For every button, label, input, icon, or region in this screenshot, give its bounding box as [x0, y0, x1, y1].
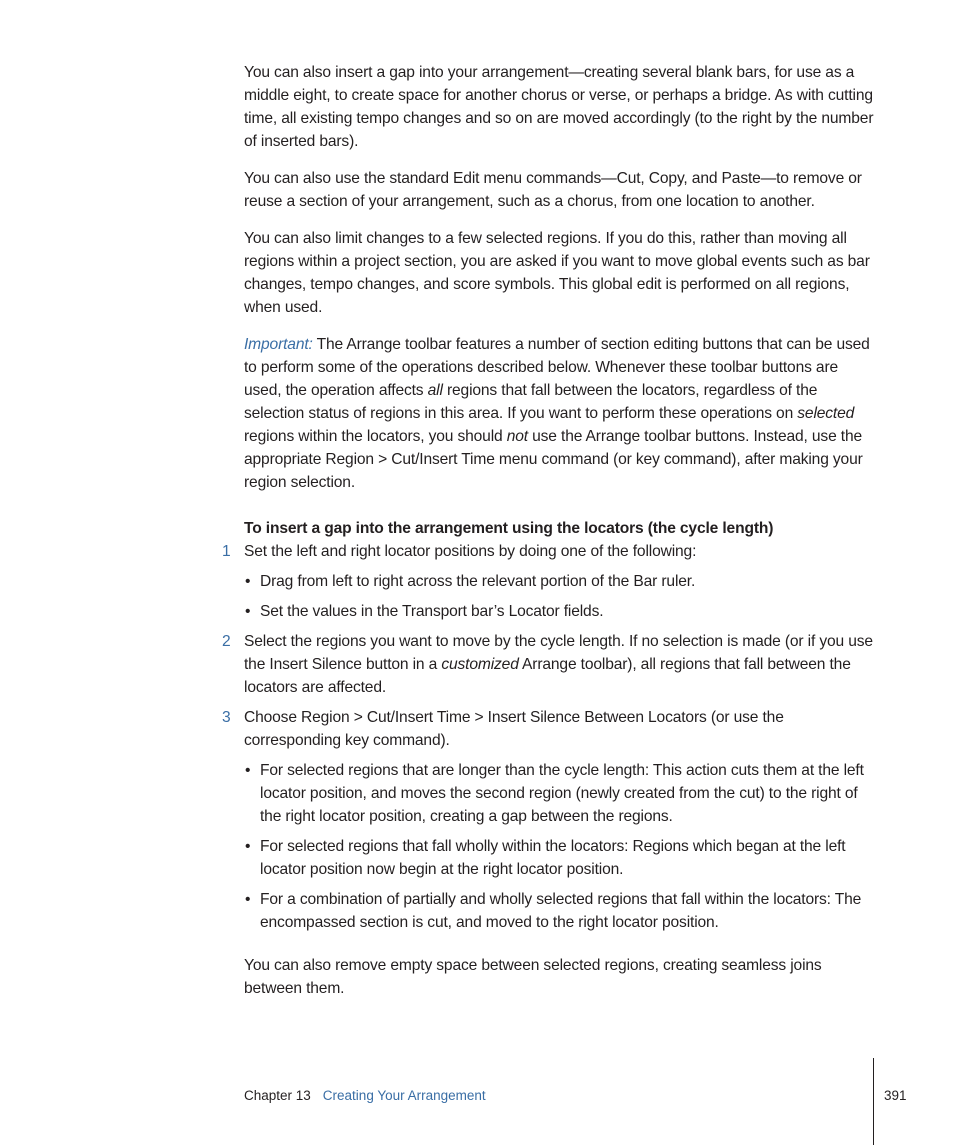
step-3 [222, 706, 876, 752]
bullet-text: Set the values in the Transport bar’s Locator fields. [260, 603, 604, 620]
step-text-part: Select the regions you want to move by the cycle length. If no selection is made (or if you use the Insert Silence button in a [244, 633, 873, 673]
step-text [244, 630, 876, 699]
task-heading: To insert a gap into the arrangement using the locators (the cycle length) [244, 520, 774, 537]
step-number: 2 [222, 633, 231, 650]
footer-divider [873, 1058, 874, 1145]
important-note [244, 333, 876, 494]
step-text-part: Arrange toolbar), all regions that fall between the locators are affected. [244, 656, 851, 696]
step-number: 1 [222, 543, 231, 560]
page-body [222, 61, 876, 1000]
footer-chapter-title: Creating Your Arrangement [322, 1088, 486, 1103]
bullet-icon: • [245, 603, 251, 620]
bullet-icon: • [245, 762, 251, 779]
step-emphasis-customized: customized [441, 656, 519, 673]
bullet-text: For selected regions that are longer than the cycle length: This action cuts them at the left locator position, and moves the second region (newly created from the cut) to the right of the right locator position, creating a gap between the regions. [260, 762, 864, 825]
important-emphasis-selected: selected [797, 405, 855, 422]
paragraph-remove-space: You can also remove empty space between selected regions, creating seamless joins between them. [244, 957, 822, 997]
step-number: 3 [222, 709, 231, 726]
step-text: Set the left and right locator positions by doing one of the following: [244, 543, 697, 560]
step-text: Choose Region > Cut/Insert Time > Insert Silence Between Locators (or use the corresponding key command). [244, 709, 784, 749]
paragraph-limit-changes: You can also limit changes to a few selected regions. If you do this, rather than moving all regions within a project section, you are asked if you want to move global events such as bar changes, tempo changes, and score symbols. This global edit is performed on all regions, when used. [244, 230, 870, 316]
list-item [244, 600, 876, 623]
bullet-text: For selected regions that fall wholly within the locators: Regions which began at the left locator position now begin at the right locator position. [260, 838, 846, 878]
page-number: 391 [884, 1088, 907, 1103]
list-item [244, 570, 876, 593]
bullet-text: For a combination of partially and wholly selected regions that fall within the locators: The encompassed section is cut, and moved to the right locator position. [260, 891, 862, 931]
list-item [244, 759, 876, 828]
bullet-icon: • [245, 573, 251, 590]
important-text-1: The Arrange toolbar features a number of section editing buttons that can be used to perform some of the operations described below. Whenever these toolbar buttons are used, the operation affects [244, 336, 870, 399]
page-footer [244, 1087, 486, 1104]
list-item [244, 888, 876, 934]
important-label: Important: [244, 336, 313, 353]
bullet-icon: • [245, 838, 251, 855]
footer-chapter: Chapter 13 [244, 1088, 311, 1103]
bullet-text: Drag from left to right across the relevant portion of the Bar ruler. [260, 573, 696, 590]
step-1 [222, 540, 876, 563]
important-emphasis-not: not [506, 428, 528, 445]
paragraph-insert-gap: You can also insert a gap into your arrangement—creating several blank bars, for use as a middle eight, to create space for another chorus or verse, or perhaps a bridge. As with cutting time, all existing tempo changes and so on are moved accordingly (to the right by the number of inserted bars). [244, 64, 874, 150]
list-item [244, 835, 876, 881]
paragraph-edit-commands: You can also use the standard Edit menu commands—Cut, Copy, and Paste—to remove or reuse a section of your arrangement, such as a chorus, from one location to another. [244, 170, 862, 210]
bullet-icon: • [245, 891, 251, 908]
important-text-4: use the Arrange toolbar buttons. Instead, use the appropriate Region > Cut/Insert Time menu command (or key command), after making your region selection. [244, 428, 863, 491]
important-emphasis-all: all [427, 382, 443, 399]
important-text-2: regions that fall between the locators, regardless of the selection status of regions in this area. If you want to perform these operations on [244, 382, 818, 422]
step-2 [222, 630, 876, 699]
important-text-3: regions within the locators, you should [244, 428, 507, 445]
